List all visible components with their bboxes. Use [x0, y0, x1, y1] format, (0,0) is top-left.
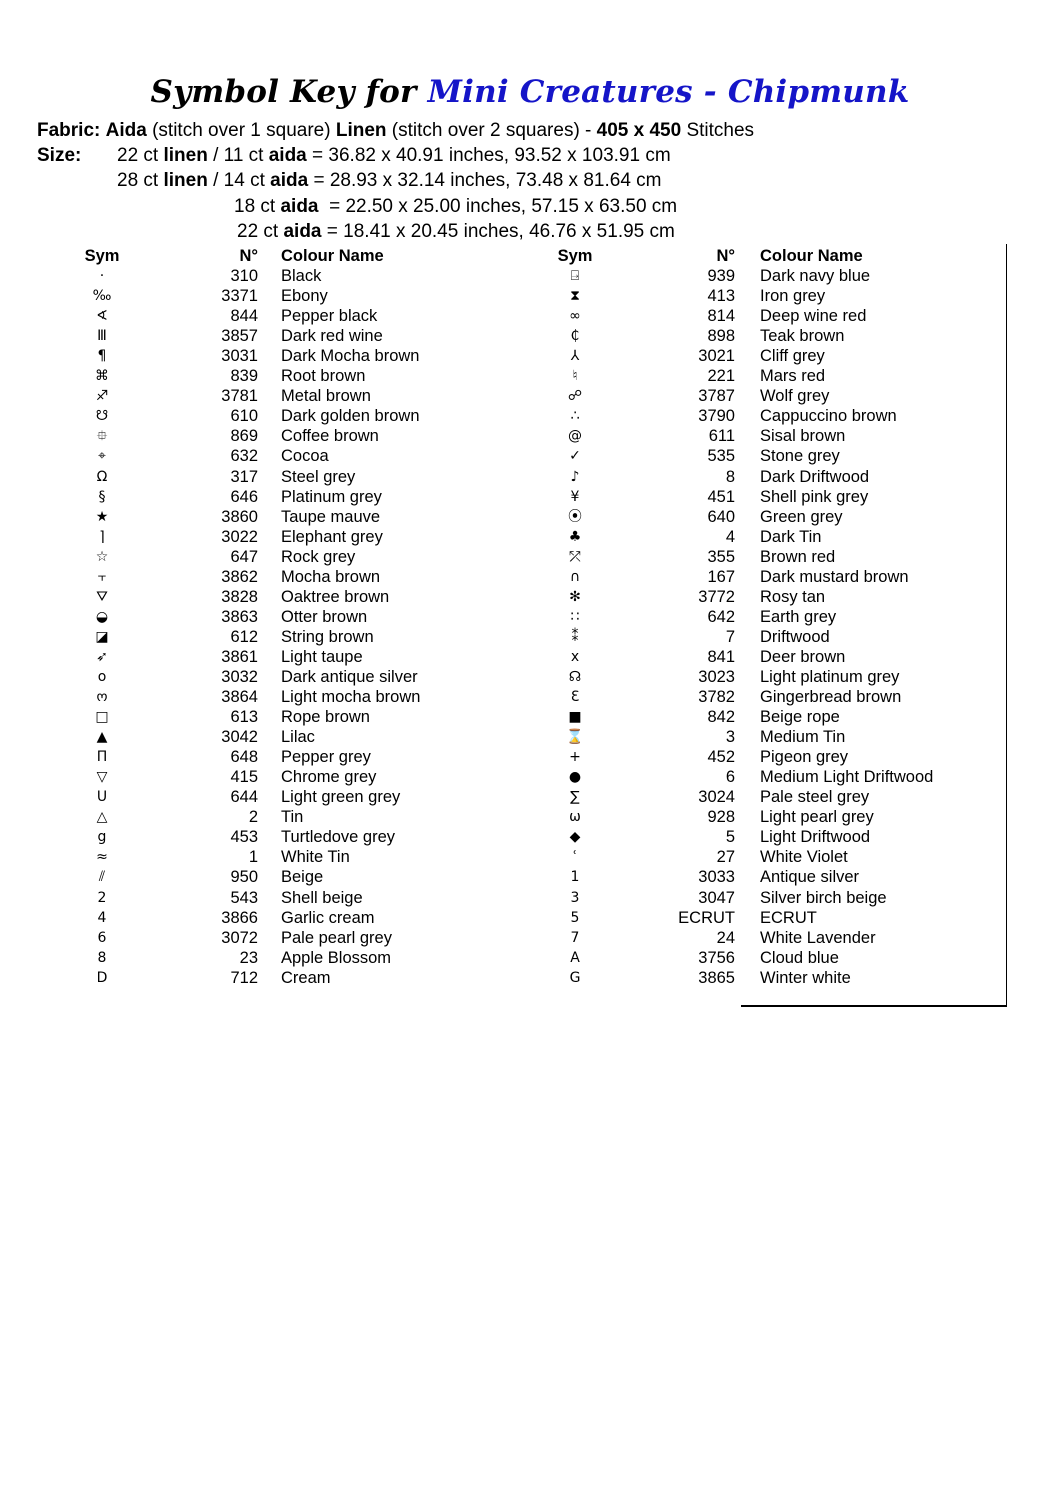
symbol-glyph: § [98, 488, 106, 505]
symbol-glyph: 7 [570, 929, 580, 946]
fabric-linen-note: (stitch over 2 squares) - [386, 120, 597, 141]
symbol-glyph: ⦿ [568, 508, 582, 525]
colour-name: Shell pink grey [760, 487, 869, 506]
symbol-glyph: ⌘ [95, 368, 109, 385]
colour-name: Chrome grey [281, 768, 377, 787]
colour-number: 3021 [698, 347, 735, 366]
table-border-bottom [741, 1005, 1007, 1007]
colour-number: 3022 [221, 527, 258, 546]
colour-number: 611 [708, 427, 735, 446]
colour-number: 23 [239, 948, 258, 967]
symbol-glyph: 8 [97, 949, 107, 966]
symbol-glyph: ⛛ [96, 588, 108, 605]
symbol-glyph: ʿ [572, 849, 578, 866]
colour-number: 27 [716, 848, 735, 867]
colour-number: 844 [230, 307, 258, 326]
header-sym: Sym [84, 247, 120, 265]
symbol-glyph: o [97, 668, 107, 685]
symbol-glyph: ¥ [570, 488, 580, 505]
colour-name: Otter brown [281, 607, 368, 626]
size-line-4 [237, 219, 675, 244]
colour-number: 3865 [698, 968, 735, 987]
colour-name: Medium Light Driftwood [760, 768, 934, 787]
size-count: 28 ct [117, 170, 164, 191]
colour-number: 24 [716, 928, 735, 947]
colour-name: Cloud blue [760, 948, 839, 967]
symbol-glyph: ☍ [567, 388, 583, 405]
colour-number: 310 [230, 267, 258, 286]
title-pattern-name: Mini Creatures - Chipmunk [427, 74, 910, 110]
symbol-glyph: ♪ [570, 468, 580, 485]
colour-name: Metal brown [281, 387, 371, 406]
size-fabric: aida [270, 170, 309, 191]
size-dimensions: = 36.82 x 40.91 inches, 93.52 x 103.91 cm [306, 145, 671, 166]
colour-name: Dark antique silver [281, 667, 418, 686]
colour-number: 3042 [221, 728, 258, 747]
colour-name: Deep wine red [760, 307, 867, 326]
colour-number: 3371 [221, 287, 258, 306]
colour-name: Driftwood [760, 627, 830, 646]
symbol-glyph: 2 [97, 889, 107, 906]
colour-number: 3861 [221, 647, 258, 666]
symbol-glyph: ∢ [96, 308, 108, 325]
symbol-glyph: ⌛ [566, 729, 584, 746]
colour-number: 3828 [221, 587, 258, 606]
symbol-glyph: ■ [568, 709, 582, 726]
symbol-glyph: Ⅲ [97, 328, 107, 345]
fabric-linen: Linen [335, 120, 387, 141]
colour-name: Light platinum grey [760, 667, 900, 686]
symbol-glyph: ⫟ [97, 568, 107, 585]
colour-number: 3862 [221, 567, 258, 586]
symbol-glyph: Ɛ [570, 689, 580, 706]
colour-name: White Violet [760, 848, 848, 867]
size-fabric: aida [283, 221, 322, 242]
colour-name: Mocha brown [281, 567, 381, 586]
symbol-glyph: ⌉ [99, 528, 105, 545]
fabric-line [37, 118, 754, 143]
colour-name: Pale pearl grey [281, 928, 392, 947]
colour-name: Pepper black [281, 307, 378, 326]
colour-number: 841 [707, 647, 735, 666]
colour-number: 898 [707, 327, 735, 346]
colour-name: Winter white [760, 968, 851, 987]
symbol-glyph: A [570, 949, 580, 966]
symbol-glyph: ‰ [92, 288, 112, 305]
symbol-glyph: ▽ [96, 769, 108, 786]
colour-number: 355 [707, 547, 735, 566]
page-title [0, 74, 1060, 110]
symbol-glyph: + [569, 749, 581, 766]
symbol-glyph: 3 [570, 889, 580, 906]
colour-number: 3024 [698, 788, 735, 807]
colour-name: Coffee brown [281, 427, 379, 446]
colour-name: Cappuccino brown [760, 407, 897, 426]
colour-number: 3023 [698, 667, 735, 686]
colour-name: Dark golden brown [281, 407, 420, 426]
colour-name: Shell beige [281, 888, 363, 907]
symbol-glyph: g [97, 829, 107, 846]
colour-number: 612 [230, 627, 258, 646]
colour-name: Light Driftwood [760, 828, 871, 847]
colour-name: White Lavender [760, 928, 876, 947]
colour-number: 3047 [698, 888, 735, 907]
colour-number: 2 [248, 808, 258, 827]
symbol-glyph: ☆ [95, 548, 109, 565]
symbol-glyph: ∴ [570, 408, 580, 425]
size-fabric: linen [163, 145, 208, 166]
colour-number: 413 [707, 287, 735, 306]
symbol-glyph: ∷ [570, 608, 580, 625]
colour-number: 1 [248, 848, 258, 867]
symbol-glyph: ◆ [569, 829, 581, 846]
colour-number: 6 [725, 768, 735, 787]
colour-number: 3866 [221, 908, 258, 927]
colour-name: Dark Mocha brown [281, 347, 420, 366]
colour-number: 613 [230, 708, 258, 727]
colour-name: Iron grey [760, 287, 826, 306]
colour-number: 453 [230, 828, 258, 847]
title-prefix: Symbol Key for [150, 74, 428, 110]
colour-number: 3860 [221, 507, 258, 526]
colour-number: 415 [230, 768, 258, 787]
colour-name: Rosy tan [760, 587, 826, 606]
symbol-glyph: ● [568, 769, 582, 786]
colour-name: Cream [281, 968, 331, 987]
symbol-glyph: ⁑ [571, 628, 579, 645]
colour-number: 3072 [221, 928, 258, 947]
colour-name: Garlic cream [281, 908, 375, 927]
colour-name: Oaktree brown [281, 587, 390, 606]
colour-number: 3790 [698, 407, 735, 426]
colour-name: Pigeon grey [760, 748, 849, 767]
symbol-glyph: ¶ [97, 348, 107, 365]
stitch-suffix: Stitches [681, 120, 755, 141]
symbol-glyph: 6 [97, 929, 107, 946]
colour-number: 167 [707, 567, 735, 586]
colour-name: Silver birch beige [760, 888, 887, 907]
colour-name: Light green grey [281, 788, 401, 807]
symbol-glyph: @ [568, 428, 582, 445]
symbol-glyph: ◒ [95, 608, 109, 625]
symbol-glyph: x [570, 648, 580, 665]
colour-number: 632 [230, 447, 258, 466]
colour-number: 3772 [698, 587, 735, 606]
size-count: 22 ct [117, 145, 164, 166]
fabric-aida: Aida [105, 120, 147, 141]
header-number: N° [239, 247, 258, 265]
fabric-label: Fabric: [37, 120, 101, 141]
symbol-glyph: □ [95, 709, 109, 726]
symbol-glyph: ➶ [96, 648, 108, 665]
colour-name: Root brown [281, 367, 366, 386]
colour-name: Ebony [281, 287, 328, 306]
colour-number: 839 [230, 367, 258, 386]
colour-number: 452 [707, 748, 735, 767]
size-line-2 [117, 168, 662, 193]
size-count: / 11 ct [207, 145, 269, 166]
colour-number: 3787 [698, 387, 735, 406]
colour-number: ECRUT [678, 908, 735, 927]
colour-name: Antique silver [760, 868, 860, 887]
symbol-glyph: D [96, 969, 108, 986]
colour-number: 7 [725, 627, 735, 646]
colour-name: Taupe mauve [281, 507, 381, 526]
colour-name: Apple Blossom [281, 948, 392, 967]
symbol-glyph: ♐ [95, 388, 109, 405]
header-colour-name: Colour Name [760, 247, 863, 265]
colour-name: Mars red [760, 367, 826, 386]
symbol-glyph: ☊ [568, 668, 582, 685]
colour-name: Earth grey [760, 607, 837, 626]
symbol-glyph: ω [569, 809, 581, 826]
symbol-glyph: 5 [570, 909, 580, 926]
symbol-glyph: G [569, 969, 581, 986]
colour-number: 5 [725, 828, 735, 847]
table-border-right [1006, 244, 1007, 1006]
colour-number: 842 [707, 708, 735, 727]
fabric-aida-note: (stitch over 1 square) [146, 120, 336, 141]
symbol-glyph: 4 [97, 909, 107, 926]
colour-number: 535 [707, 447, 735, 466]
colour-number: 3 [725, 728, 735, 747]
colour-name: Medium Tin [760, 728, 846, 747]
colour-name: Dark navy blue [760, 267, 871, 286]
symbol-glyph: Π [96, 749, 108, 766]
size-fabric: aida [280, 196, 319, 217]
colour-number: 928 [707, 808, 735, 827]
colour-name: Wolf grey [760, 387, 830, 406]
colour-number: 451 [707, 487, 735, 506]
colour-number: 3782 [698, 688, 735, 707]
colour-name: Rock grey [281, 547, 356, 566]
colour-number: 3756 [698, 948, 735, 967]
size-count: 18 ct [234, 196, 281, 217]
symbol-glyph: ◪ [95, 628, 109, 645]
colour-number: 648 [230, 748, 258, 767]
header-colour-name: Colour Name [281, 247, 384, 265]
colour-name: Pale steel grey [760, 788, 870, 807]
symbol-glyph: ⌖ [98, 448, 106, 465]
colour-name: Light taupe [281, 647, 363, 666]
symbol-glyph: △ [96, 809, 108, 826]
size-dimensions: = 28.93 x 32.14 inches, 73.48 x 81.64 cm [308, 170, 662, 191]
colour-number: 8 [725, 467, 735, 486]
colour-name: ECRUT [760, 908, 817, 927]
colour-name: Dark red wine [281, 327, 383, 346]
symbol-glyph: ⤱ [569, 548, 581, 565]
header-number: N° [716, 247, 735, 265]
stitch-count: 405 x 450 [596, 120, 682, 141]
size-dimensions: = 18.41 x 20.45 inches, 46.76 x 51.95 cm [321, 221, 675, 242]
size-line-1 [117, 143, 671, 168]
colour-number: 610 [230, 407, 258, 426]
symbol-glyph: ∩ [569, 568, 581, 585]
colour-name: Teak brown [760, 327, 845, 346]
colour-name: Gingerbread brown [760, 688, 902, 707]
colour-name: Sisal brown [760, 427, 846, 446]
colour-name: Rope brown [281, 708, 370, 727]
colour-name: Dark mustard brown [760, 567, 909, 586]
symbol-glyph: ▲ [96, 729, 108, 746]
size-line-3 [234, 194, 677, 219]
size-count: 22 ct [237, 221, 284, 242]
colour-name: Green grey [760, 507, 843, 526]
colour-name: String brown [281, 627, 374, 646]
header-sym: Sym [557, 247, 593, 265]
symbol-glyph: ≈ [96, 849, 108, 866]
symbol-glyph: ★ [95, 508, 109, 525]
colour-name: Black [281, 267, 322, 286]
symbol-glyph: ✓ [569, 448, 581, 465]
symbol-glyph: ⍈ [570, 268, 580, 285]
symbol-glyph: ⅄ [570, 348, 580, 365]
colour-number: 4 [725, 527, 735, 546]
symbol-glyph: 1 [570, 869, 580, 886]
symbol-glyph: ⫽ [98, 869, 106, 886]
colour-name: Dark Tin [760, 527, 822, 546]
colour-number: 644 [230, 788, 258, 807]
colour-number: 317 [230, 467, 258, 486]
symbol-glyph: ∞ [569, 308, 581, 325]
colour-number: 3863 [221, 607, 258, 626]
colour-name: Dark Driftwood [760, 467, 870, 486]
colour-number: 543 [230, 888, 258, 907]
colour-name: Cocoa [281, 447, 329, 466]
symbol-glyph: ⧗ [570, 288, 580, 305]
size-fabric: aida [268, 145, 307, 166]
colour-name: Beige [281, 868, 324, 887]
symbol-glyph: ♣ [568, 528, 582, 545]
colour-number: 3033 [698, 868, 735, 887]
symbol-glyph: Ω [96, 468, 108, 485]
size-dimensions: = 22.50 x 25.00 inches, 57.15 x 63.50 cm [318, 196, 678, 217]
colour-number: 939 [707, 267, 735, 286]
colour-number: 221 [707, 367, 735, 386]
symbol-glyph: ♮ [572, 368, 578, 385]
colour-name: Beige rope [760, 708, 840, 727]
colour-number: 642 [707, 607, 735, 626]
colour-number: 646 [230, 487, 258, 506]
size-label-line [37, 143, 81, 168]
colour-name: Stone grey [760, 447, 840, 466]
colour-name: Cliff grey [760, 347, 825, 366]
colour-number: 814 [707, 307, 735, 326]
colour-number: 647 [230, 547, 258, 566]
symbol-glyph: ᑌ [96, 789, 108, 806]
colour-number: 3031 [221, 347, 258, 366]
colour-number: 640 [707, 507, 735, 526]
symbol-glyph: ✻ [569, 588, 581, 605]
colour-number: 3032 [221, 667, 258, 686]
symbol-glyph: ∑ [570, 789, 580, 806]
colour-number: 950 [230, 868, 258, 887]
colour-name: Elephant grey [281, 527, 383, 546]
colour-name: Pepper grey [281, 748, 371, 767]
size-label: Size: [37, 145, 82, 166]
colour-number: 3864 [221, 688, 258, 707]
colour-name: Platinum grey [281, 487, 382, 506]
colour-number: 712 [230, 968, 258, 987]
symbol-glyph: ₵ [570, 328, 580, 345]
colour-name: Lilac [281, 728, 315, 747]
colour-number: 869 [230, 427, 258, 446]
size-fabric: linen [163, 170, 208, 191]
colour-name: Light pearl grey [760, 808, 874, 827]
colour-name: Steel grey [281, 467, 356, 486]
colour-name: Turtledove grey [281, 828, 396, 847]
colour-name: White Tin [281, 848, 350, 867]
colour-name: Brown red [760, 547, 836, 566]
colour-number: 3857 [221, 327, 258, 346]
symbol-glyph: · [99, 268, 105, 285]
size-count: / 14 ct [207, 170, 271, 191]
colour-name: Tin [281, 808, 304, 827]
colour-number: 3781 [221, 387, 258, 406]
colour-name: Deer brown [760, 647, 846, 666]
symbol-glyph: ☋ [95, 408, 109, 425]
symbol-glyph: ო [96, 689, 108, 706]
colour-name: Light mocha brown [281, 688, 421, 707]
symbol-glyph: ⯐ [96, 428, 108, 445]
